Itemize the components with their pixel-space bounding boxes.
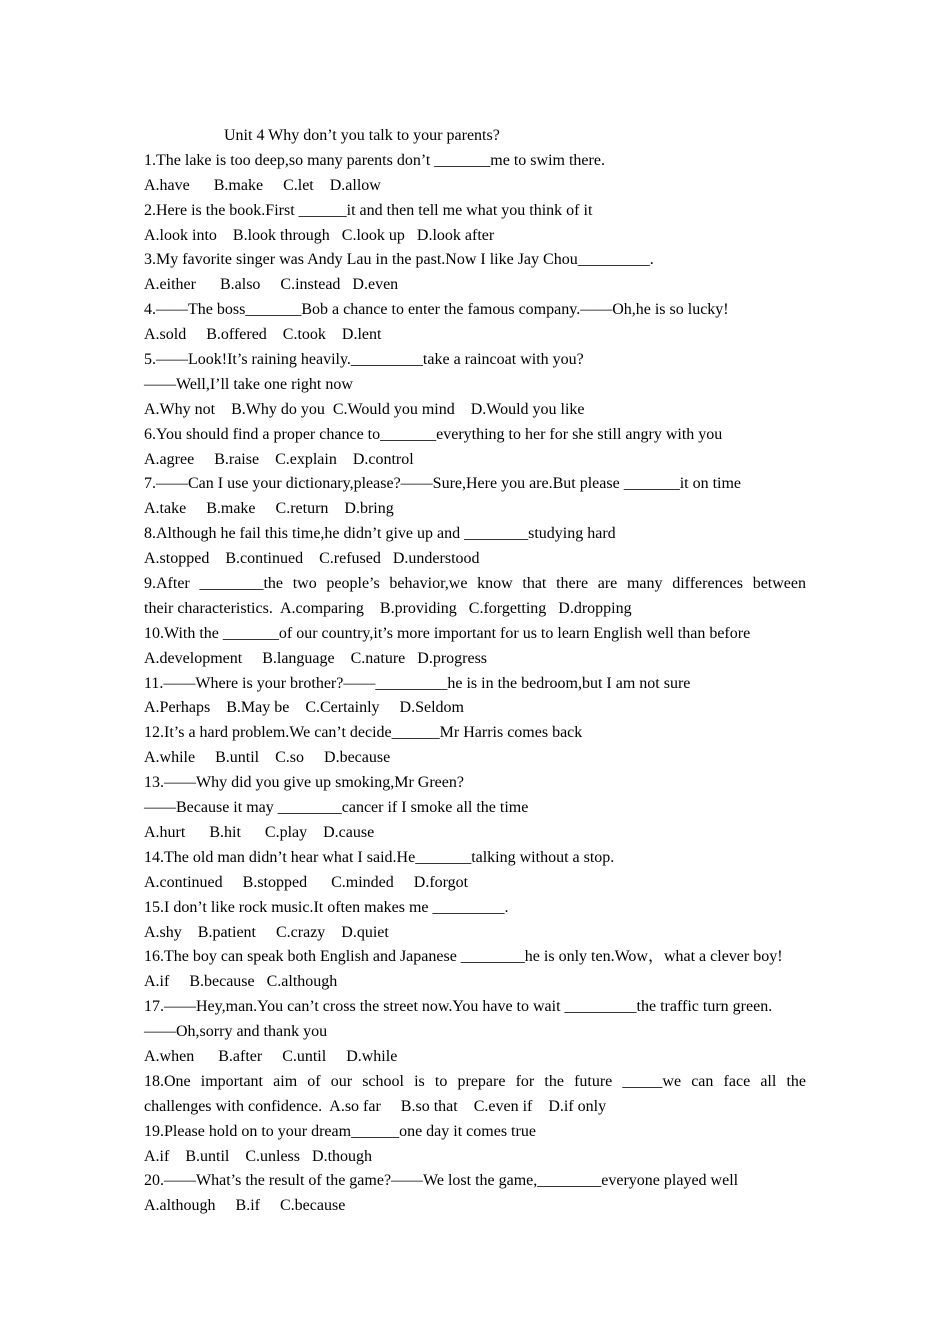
text-line: 19.Please hold on to your dream______one day it comes true [144,1122,536,1140]
question-18-line-2: challenges with confidence. A.so far B.so that C.even if D.if only [144,1097,607,1115]
worksheet-page [144,124,806,1219]
text-line: ——Because it may ________cancer if I smoke all the time [144,799,529,817]
text-line: 1.The lake is too deep,so many parents don’t _______me to swim there. [144,151,605,169]
text-line: A.if B.until C.unless D.though [144,1147,373,1165]
text-line: A.have B.make C.let D.allow [144,176,381,194]
text-line: 17.——Hey,man.You can’t cross the street now.You have to wait _________the traffic turn green. [144,998,773,1016]
text-line: 14.The old man didn’t hear what I said.He_______talking without a stop. [144,848,615,866]
text-line: A.agree B.raise C.explain D.control [144,450,414,468]
question-9-line-1: 9.After ________the two people’s behavior,we know that there are many differences between [144,575,806,593]
text-line: 3.My favorite singer was Andy Lau in the past.Now I like Jay Chou_________. [144,251,654,269]
text-line: 15.I don’t like rock music.It often makes me _________. [144,898,509,916]
text-line: A.if B.because C.although [144,973,338,991]
text-line: ——Oh,sorry and thank you [144,1023,328,1041]
text-line: A.Perhaps B.May be C.Certainly D.Seldom [144,699,464,717]
text-line: A.shy B.patient C.crazy D.quiet [144,923,389,941]
text-line: 8.Although he fail this time,he didn’t give up and ________studying hard [144,525,616,543]
text-line: 10.With the _______of our country,it’s more important for us to learn English well than before [144,624,751,642]
text-line: 13.——Why did you give up smoking,Mr Green? [144,774,464,792]
questions-block-3 [144,1120,806,1220]
text-line: 11.——Where is your brother?——_________he is in the bedroom,but I am not sure [144,674,691,692]
text-line: 20.——What’s the result of the game?——We lost the game,________everyone played well [144,1172,739,1190]
text-line: 7.——Can I use your dictionary,please?——Sure,Here you are.But please _______it on time [144,475,742,493]
text-line: 6.You should find a proper chance to_______everything to her for she still angry with you [144,425,723,443]
text-line: A.although B.if C.because [144,1197,346,1215]
text-line: ——Well,I’ll take one right now [144,375,353,393]
text-line: A.sold B.offered C.took D.lent [144,326,382,344]
text-line: 2.Here is the book.First ______it and then tell me what you think of it [144,201,593,219]
question-18-line-1: 18.One important aim of our school is to prepare for the future _____we can face all the [144,1072,806,1090]
text-line: 12.It’s a hard problem.We can’t decide______Mr Harris comes back [144,724,583,742]
text-line: A.continued B.stopped C.minded D.forgot [144,873,469,891]
text-line: A.when B.after C.until D.while [144,1047,398,1065]
text-line: A.hurt B.hit C.play D.cause [144,823,375,841]
text-line: A.stopped B.continued C.refused D.understood [144,550,480,568]
questions-block-1 [144,149,806,572]
worksheet-title: Unit 4 Why don’t you talk to your parents? [224,127,500,144]
text-line: 16.The boy can speak both English and Japanese ________he is only ten.Wow，what a clever boy! [144,948,783,966]
text-line: A.while B.until C.so D.because [144,749,391,767]
text-line: 5.——Look!It’s raining heavily._________take a raincoat with you? [144,351,584,369]
questions-block-2 [144,622,806,1070]
text-line: A.development B.language C.nature D.progress [144,649,488,667]
text-line: A.take B.make C.return D.bring [144,500,394,518]
question-9-line-2: their characteristics. A.comparing B.providing C.forgetting D.dropping [144,599,632,617]
text-line: A.look into B.look through C.look up D.look after [144,226,495,244]
text-line: A.Why not B.Why do you C.Would you mind D.Would you like [144,400,585,418]
text-line: A.either B.also C.instead D.even [144,276,399,294]
text-line: 4.——The boss_______Bob a chance to enter the famous company.——Oh,he is so lucky! [144,301,729,319]
